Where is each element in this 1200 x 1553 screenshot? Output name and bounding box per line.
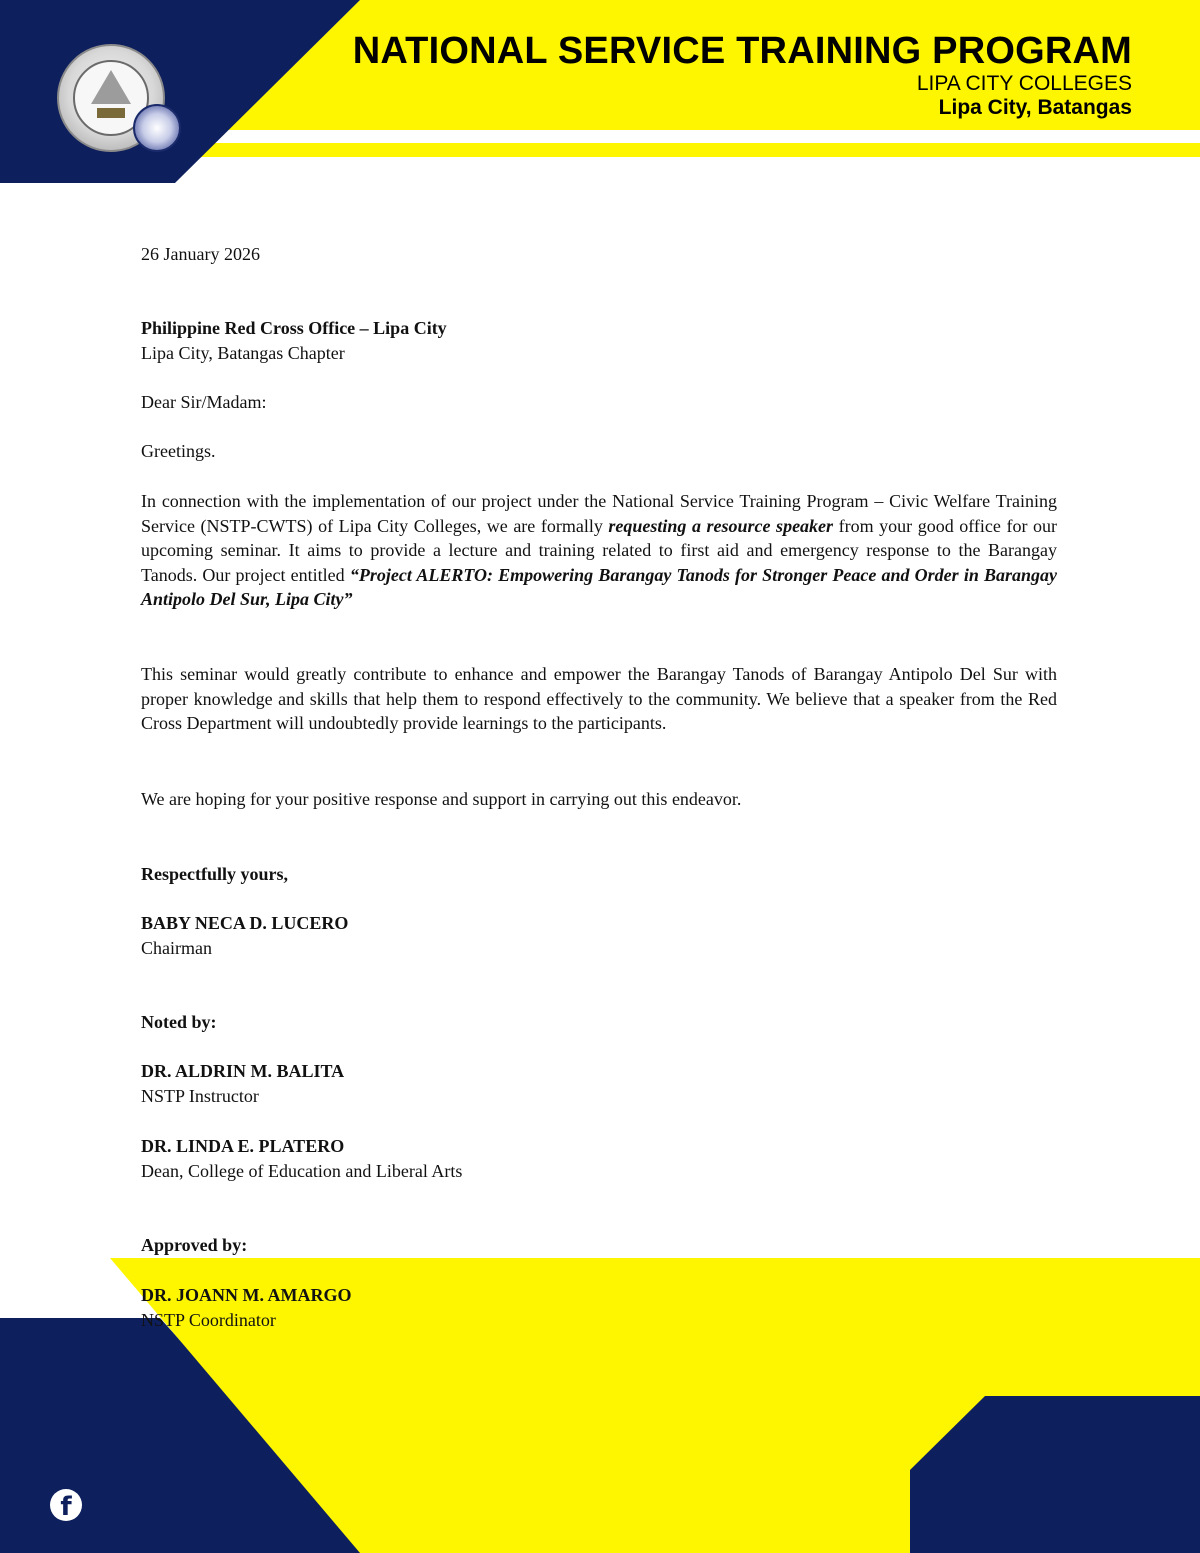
closing: Respectfully yours, [141,864,288,884]
paragraph-1-text-a: In connection with the implementation of our project under the National Service Training Program – Civic Welfare Training Service (NSTP-CWTS) of Lipa City Colleges, we are formally [141,491,1057,536]
recipient-name: Philippine Red Cross Office – Lipa City [141,318,447,338]
facebook-icon[interactable]: f [50,1489,82,1521]
letter-date: 26 January 2026 [141,244,260,264]
approved-by-label: Approved by: [141,1235,248,1255]
project-title: “Project ALERTO: Empowering Barangay Tanods for Stronger Peace and Order in Barangay Antipolo Del Sur, Lipa City” [141,564,1058,610]
greeting: Greetings. [141,441,216,461]
paragraph-1 [141,489,1057,612]
paragraph-3: We are hoping for your positive response and support in carrying out this endeavor. [141,789,742,809]
recipient-address: Lipa City, Batangas Chapter [141,343,345,363]
signer-3-title: Dean, College of Education and Liberal Arts [141,1161,463,1181]
salutation: Dear Sir/Madam: [141,392,267,412]
header-yellow-stripe [180,143,1200,157]
paragraph-1-emphasis: requesting a resource speaker [608,515,834,536]
signer-2-name: DR. ALDRIN M. BALITA [141,1061,345,1081]
signer-4-title: NSTP Coordinator [141,1310,276,1330]
header-school: LIPA CITY COLLEGES [916,72,1132,95]
paragraph-1-text-c: from your good office for our upcoming seminar. It aims to provide a lecture and training related to first aid and emergency response to the Barangay Tanods. Our project entitled [141,515,1057,585]
header-location: Lipa City, Batangas [938,96,1132,119]
signer-2-title: NSTP Instructor [141,1086,259,1106]
signer-3-name: DR. LINDA E. PLATERO [141,1136,345,1156]
header-title: NATIONAL SERVICE TRAINING PROGRAM [352,30,1132,72]
signer-4-name: DR. JOANN M. AMARGO [141,1285,352,1305]
noted-by-label: Noted by: [141,1012,217,1032]
paragraph-2: This seminar would greatly contribute to enhance and empower the Barangay Tanods of Barangay Antipolo Del Sur with proper knowledge and skills that help them to respond effectively to the community. We believe that a speaker from the Red Cross Department will undoubtedly provide learnings to the participants. [141,664,1057,734]
signer-1-title: Chairman [141,938,212,958]
signer-1-name: BABY NECA D. LUCERO [141,913,349,933]
nstp-seal-icon [133,104,181,152]
